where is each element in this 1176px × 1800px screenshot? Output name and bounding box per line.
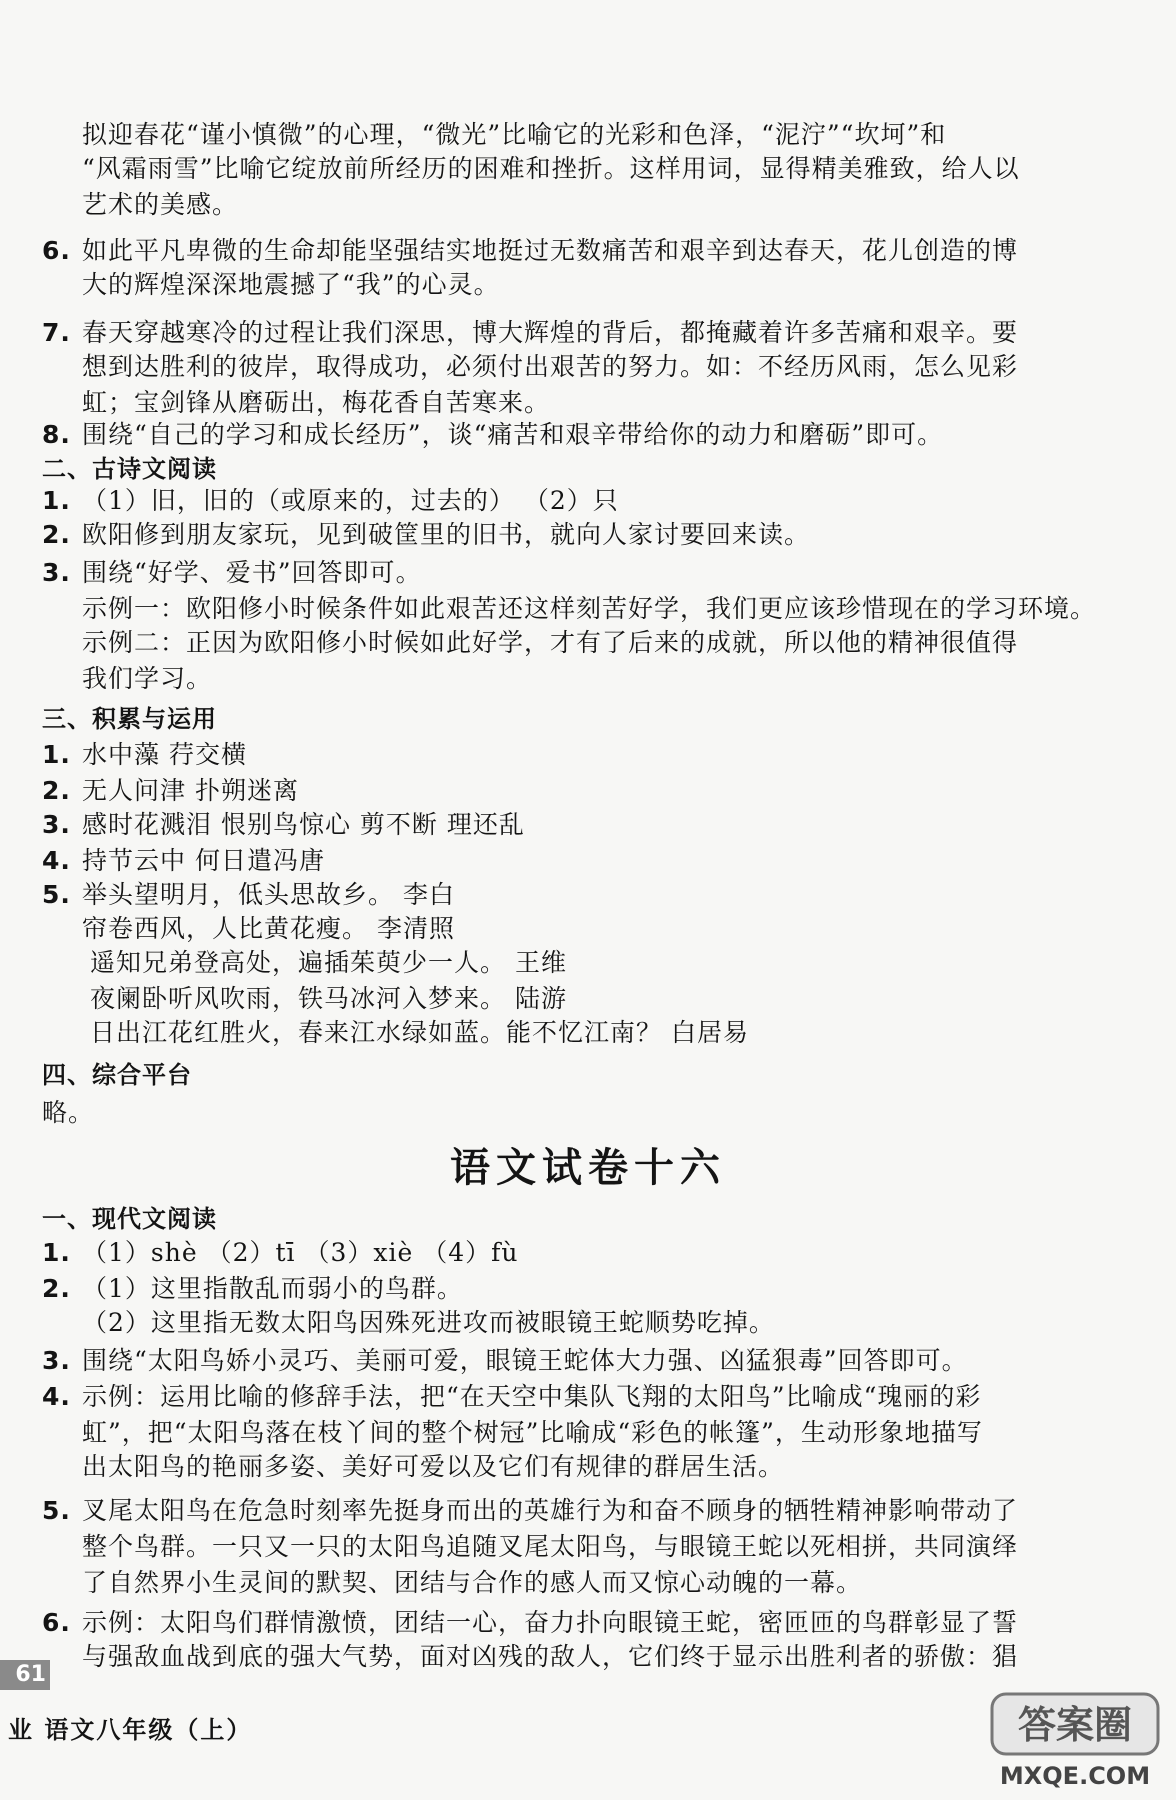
answer-item: 7. 春天穿越寒冷的过程让我们深思，博大辉煌的背后，都掩藏着许多苦痛和艰辛。要 — [42, 316, 1136, 350]
section-heading: 三、积累与运用 — [42, 705, 217, 733]
item-number: 2. — [42, 776, 71, 805]
text-line: 了自然界小生灵间的默契、团结与合作的感人而又惊心动魄的一幕。 — [82, 1568, 863, 1597]
answer-item: 1. （1）旧，旧的（或原来的，过去的） （2）只 — [42, 484, 1136, 518]
text-line: 略。 — [42, 1098, 95, 1127]
text-line: 出太阳鸟的艳丽多姿、美好可爱以及它们有规律的群居生活。 — [82, 1452, 785, 1481]
text-line: 示例一：欧阳修小时候条件如此艰苦还这样刻苦好学，我们更应该珍惜现在的学习环境。 — [82, 594, 1097, 623]
text-line: 帘卷西风，人比黄花瘦。 李清照 — [82, 914, 455, 943]
text-line: 虹；宝剑锋从磨砺出，梅花香自苦寒来。 — [82, 388, 551, 417]
item-number: 5. — [42, 880, 71, 909]
text-line: 拟迎春花“谨小慎微”的心理，“微光”比喻它的光彩和色泽，“泥泞”“坎坷”和 — [82, 120, 947, 149]
item-number: 3. — [42, 558, 71, 587]
answer-item: 4. 持节云中 何日遣冯唐 — [42, 844, 1136, 878]
item-number: 3. — [42, 810, 71, 839]
answer-item: 1. （1）shè （2）tī （3）xiè （4）fù — [42, 1236, 1136, 1270]
answer-item: 6. 示例：太阳鸟们群情激愤，团结一心，奋力扑向眼镜王蛇，密匝匝的鸟群彰显了誓 — [42, 1606, 1136, 1640]
text-line: 夜阑卧听风吹雨，铁马冰河入梦来。 陆游 — [90, 984, 567, 1013]
section-heading: 二、古诗文阅读 — [42, 455, 217, 483]
watermark-logo — [990, 1688, 1160, 1792]
answer-item: 3. 围绕“好学、爱书”回答即可。 — [42, 556, 1136, 590]
item-number: 1. — [42, 486, 71, 515]
page-number-badge: 61 — [0, 1660, 50, 1690]
text-line: “风霜雨雪”比喻它绽放前所经历的困难和挫折。这样用词，显得精美雅致，给人以 — [82, 154, 1020, 183]
item-number: 2. — [42, 1274, 71, 1303]
text-line: 整个鸟群。一只又一只的太阳鸟追随叉尾太阳鸟，与眼镜王蛇以死相拼，共同演绎 — [82, 1532, 1019, 1561]
text-line: 想到达胜利的彼岸，取得成功，必须付出艰苦的努力。如：不经历风雨，怎么见彩 — [82, 352, 1019, 381]
answer-item: 2. 无人问津 扑朔迷离 — [42, 774, 1136, 808]
answer-item: 2. （1）这里指散乱而弱小的鸟群。 — [42, 1272, 1136, 1306]
answer-item: 5. 叉尾太阳鸟在危急时刻率先挺身而出的英雄行为和奋不顾身的牺牲精神影响带动了 — [42, 1494, 1136, 1528]
item-number: 6. — [42, 236, 71, 265]
answer-item: 1. 水中藻 荇交横 — [42, 738, 1136, 772]
text-line: 与强敌血战到底的强大气势，面对凶残的敌人，它们终于显示出胜利者的骄傲：猖 — [82, 1642, 1019, 1671]
answer-item: 4. 示例：运用比喻的修辞手法，把“在天空中集队飞翔的太阳鸟”比喻成“瑰丽的彩 — [42, 1380, 1136, 1414]
book-footer: 业 语文八年级（上） — [8, 1715, 253, 1744]
text-line: 遥知兄弟登高处，遍插茱萸少一人。 王维 — [90, 948, 567, 977]
svg-text:MXQE.COM: MXQE.COM — [999, 1762, 1151, 1790]
text-line: 艺术的美感。 — [82, 190, 239, 219]
text-line: 虹”，把“太阳鸟落在枝丫间的整个树冠”比喻成“彩色的帐篷”，生动形象地描写 — [82, 1418, 983, 1447]
text-line: （2）这里指无数太阳鸟因殊死进攻而被眼镜王蛇顺势吃掉。 — [82, 1308, 775, 1337]
section-heading: 一、现代文阅读 — [42, 1205, 217, 1233]
answer-item: 3. 围绕“太阳鸟娇小灵巧、美丽可爱，眼镜王蛇体大力强、凶猛狠毒”回答即可。 — [42, 1344, 1136, 1378]
item-number: 8. — [42, 420, 71, 449]
answer-item: 3. 感时花溅泪 恨别鸟惊心 剪不断 理还乱 — [42, 808, 1136, 842]
text-line: 我们学习。 — [82, 664, 213, 693]
answer-item: 6. 如此平凡卑微的生命却能坚强结实地挺过无数痛苦和艰辛到达春天，花儿创造的博 — [42, 234, 1136, 268]
svg-text:答案圈: 答案圈 — [1017, 1703, 1133, 1747]
text-line: 日出江花红胜火，春来江水绿如蓝。能不忆江南？ 白居易 — [90, 1018, 749, 1047]
item-number: 5. — [42, 1496, 71, 1525]
answer-item: 8. 围绕“自己的学习和成长经历”，谈“痛苦和艰辛带给你的动力和磨砺”即可。 — [42, 418, 1136, 452]
text-line: 大的辉煌深深地震撼了“我”的心灵。 — [82, 270, 500, 299]
item-number: 7. — [42, 318, 71, 347]
text-line: 示例二：正因为欧阳修小时候如此好学，才有了后来的成就，所以他的精神很值得 — [82, 628, 1019, 657]
item-number: 1. — [42, 740, 71, 769]
answer-item: 2. 欧阳修到朋友家玩，见到破筐里的旧书，就向人家讨要回来读。 — [42, 518, 1136, 552]
item-number: 4. — [42, 846, 71, 875]
item-number: 4. — [42, 1382, 71, 1411]
item-number: 3. — [42, 1346, 71, 1375]
item-number: 6. — [42, 1608, 71, 1637]
section-heading: 四、综合平台 — [42, 1061, 192, 1089]
answer-item: 5. 举头望明月，低头思故乡。 李白 — [42, 878, 1136, 912]
item-number: 1. — [42, 1238, 71, 1267]
item-number: 2. — [42, 520, 71, 549]
page-title: 语文试卷十六 — [450, 1144, 726, 1191]
